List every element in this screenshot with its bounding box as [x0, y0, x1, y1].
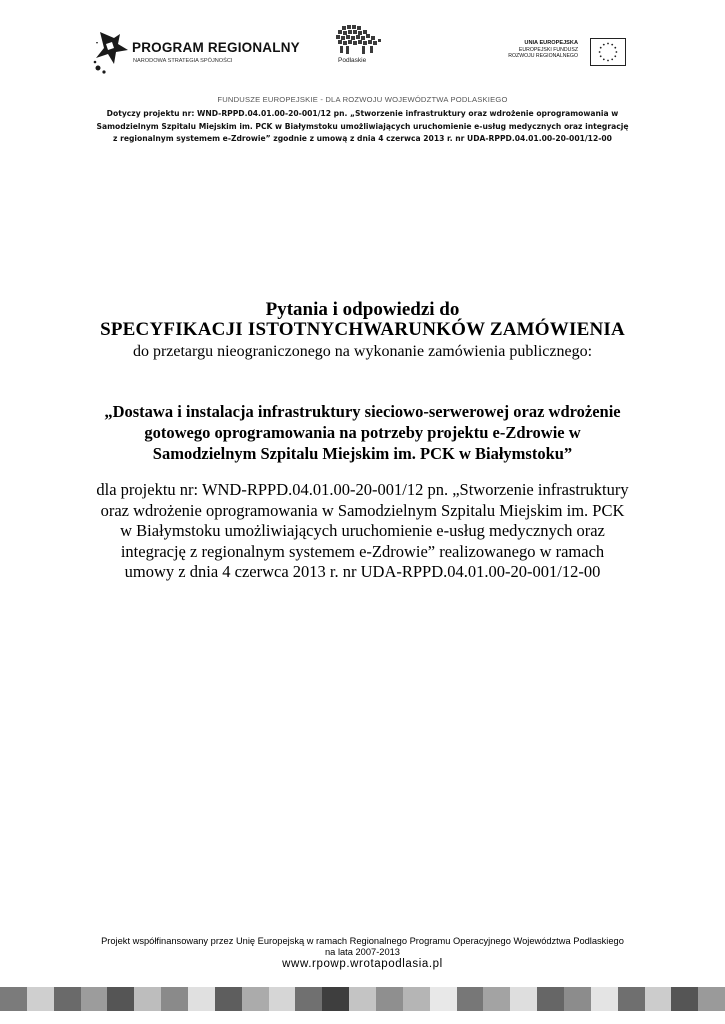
stripe-segment	[188, 987, 215, 1011]
bison-icon	[330, 24, 386, 58]
stripe-segment	[295, 987, 322, 1011]
stripe-segment	[564, 987, 591, 1011]
eu-flag-icon	[590, 38, 626, 66]
stripe-segment	[376, 987, 403, 1011]
stripe-segment	[645, 987, 672, 1011]
stripe-segment	[27, 987, 54, 1011]
eu-line-1: UNIA EUROPEJSKA	[524, 40, 578, 46]
stripe-segment	[698, 987, 725, 1011]
stripe-segment	[457, 987, 484, 1011]
project-line-3: w Białymstoku umożliwiających uruchomienie e-usług medycznych oraz	[120, 521, 605, 540]
eu-line-2: EUROPEJSKI FUNDUSZ	[518, 46, 578, 53]
funds-tagline: FUNDUSZE EUROPEJSKIE - DLA ROZWOJU WOJEWÓDZTWA PODLASKIEGO	[217, 95, 508, 104]
stripe-segment	[537, 987, 564, 1011]
project-line-1: dla projektu nr: WND-RPPD.04.01.00-20-001/12 pn. „Stworzenie infrastruktury	[96, 480, 629, 499]
subject-line-1: „Dostawa i instalacja infrastruktury sieciowo-serwerowej oraz wdrożenie	[104, 402, 621, 421]
stripe-segment	[54, 987, 81, 1011]
procurement-subject	[90, 401, 635, 464]
project-line-5: umowy z dnia 4 czerwca 2013 r. nr UDA-RPPD.04.01.00-20-001/12-00	[124, 562, 601, 581]
stripe-segment	[134, 987, 161, 1011]
subject-line-3: Samodzielnym Szpitalu Miejskim im. PCK w Białymstoku”	[152, 444, 573, 463]
project-header-line-2: Samodzielnym Szpitalu Miejskim im. PCK w Białymstoku umożliwiających uruchomienie e-usług medycznych oraz integrację	[96, 121, 629, 131]
cofinancing-period: na lata 2007-2013	[325, 947, 400, 957]
stripe-segment	[618, 987, 645, 1011]
project-header-line-3: z regionalnym systemem e-Zdrowie” zgodnie z umową z dnia 4 czerwca 2013 r. nr UDA-RPPD.04.01.00-20-001/12-00	[113, 134, 612, 143]
decorative-stripe	[0, 987, 725, 1011]
stripe-segment	[0, 987, 27, 1011]
project-line-4: integrację z regionalnym systemem e-Zdrowie” realizowanego w ramach	[120, 541, 605, 561]
eu-text-block	[508, 40, 578, 60]
eu-logo	[490, 38, 630, 70]
project-reference-header	[70, 108, 655, 146]
stripe-segment	[215, 987, 242, 1011]
project-line-2: oraz wdrożenie oprogramowania w Samodzielnym Szpitalu Miejskim im. PCK	[100, 500, 625, 520]
stripe-segment	[591, 987, 618, 1011]
stripe-segment	[671, 987, 698, 1011]
podlaskie-logo	[330, 24, 386, 74]
project-description	[80, 480, 645, 583]
program-title: PROGRAM REGIONALNY	[132, 40, 300, 55]
program-subtitle: NARODOWA STRATEGIA SPÓJNOŚCI	[133, 58, 233, 64]
stripe-segment	[403, 987, 430, 1011]
stripe-segment	[161, 987, 188, 1011]
program-regionalny-logo	[92, 28, 300, 76]
stripe-segment	[81, 987, 108, 1011]
stripe-segment	[430, 987, 457, 1011]
cofinancing-note: Projekt współfinansowany przez Unię Europejską w ramach Regionalnego Programu Operacyjnego Województwa Podlaskiego	[101, 936, 624, 946]
eu-line-3: ROZWOJU REGIONALNEGO	[508, 53, 578, 60]
region-label: Podlaskie	[338, 57, 367, 64]
project-header-line-1: Dotyczy projektu nr: WND-RPPD.04.01.00-20-001/12 pn. „Stworzenie infrastruktury oraz wdrożenie oprogramowania w	[106, 109, 619, 118]
subject-line-2: gotowego oprogramowania na potrzeby projektu e-Zdrowie w	[144, 423, 581, 442]
stripe-segment	[107, 987, 134, 1011]
stripe-segment	[242, 987, 269, 1011]
document-title: Pytania i odpowiedzi do	[265, 299, 460, 320]
document-title-spec: SPECYFIKACJI ISTOTNYCHWARUNKÓW ZAMÓWIENIA	[100, 319, 625, 340]
stripe-segment	[349, 987, 376, 1011]
stripe-segment	[269, 987, 296, 1011]
stripe-segment	[483, 987, 510, 1011]
nss-emblem-icon	[92, 28, 130, 76]
website-link[interactable]: www.rpowp.wrotapodlasia.pl	[282, 958, 443, 970]
stripe-segment	[322, 987, 349, 1011]
stripe-segment	[510, 987, 537, 1011]
document-title-sub: do przetargu nieograniczonego na wykonanie zamówienia publicznego:	[132, 343, 593, 360]
